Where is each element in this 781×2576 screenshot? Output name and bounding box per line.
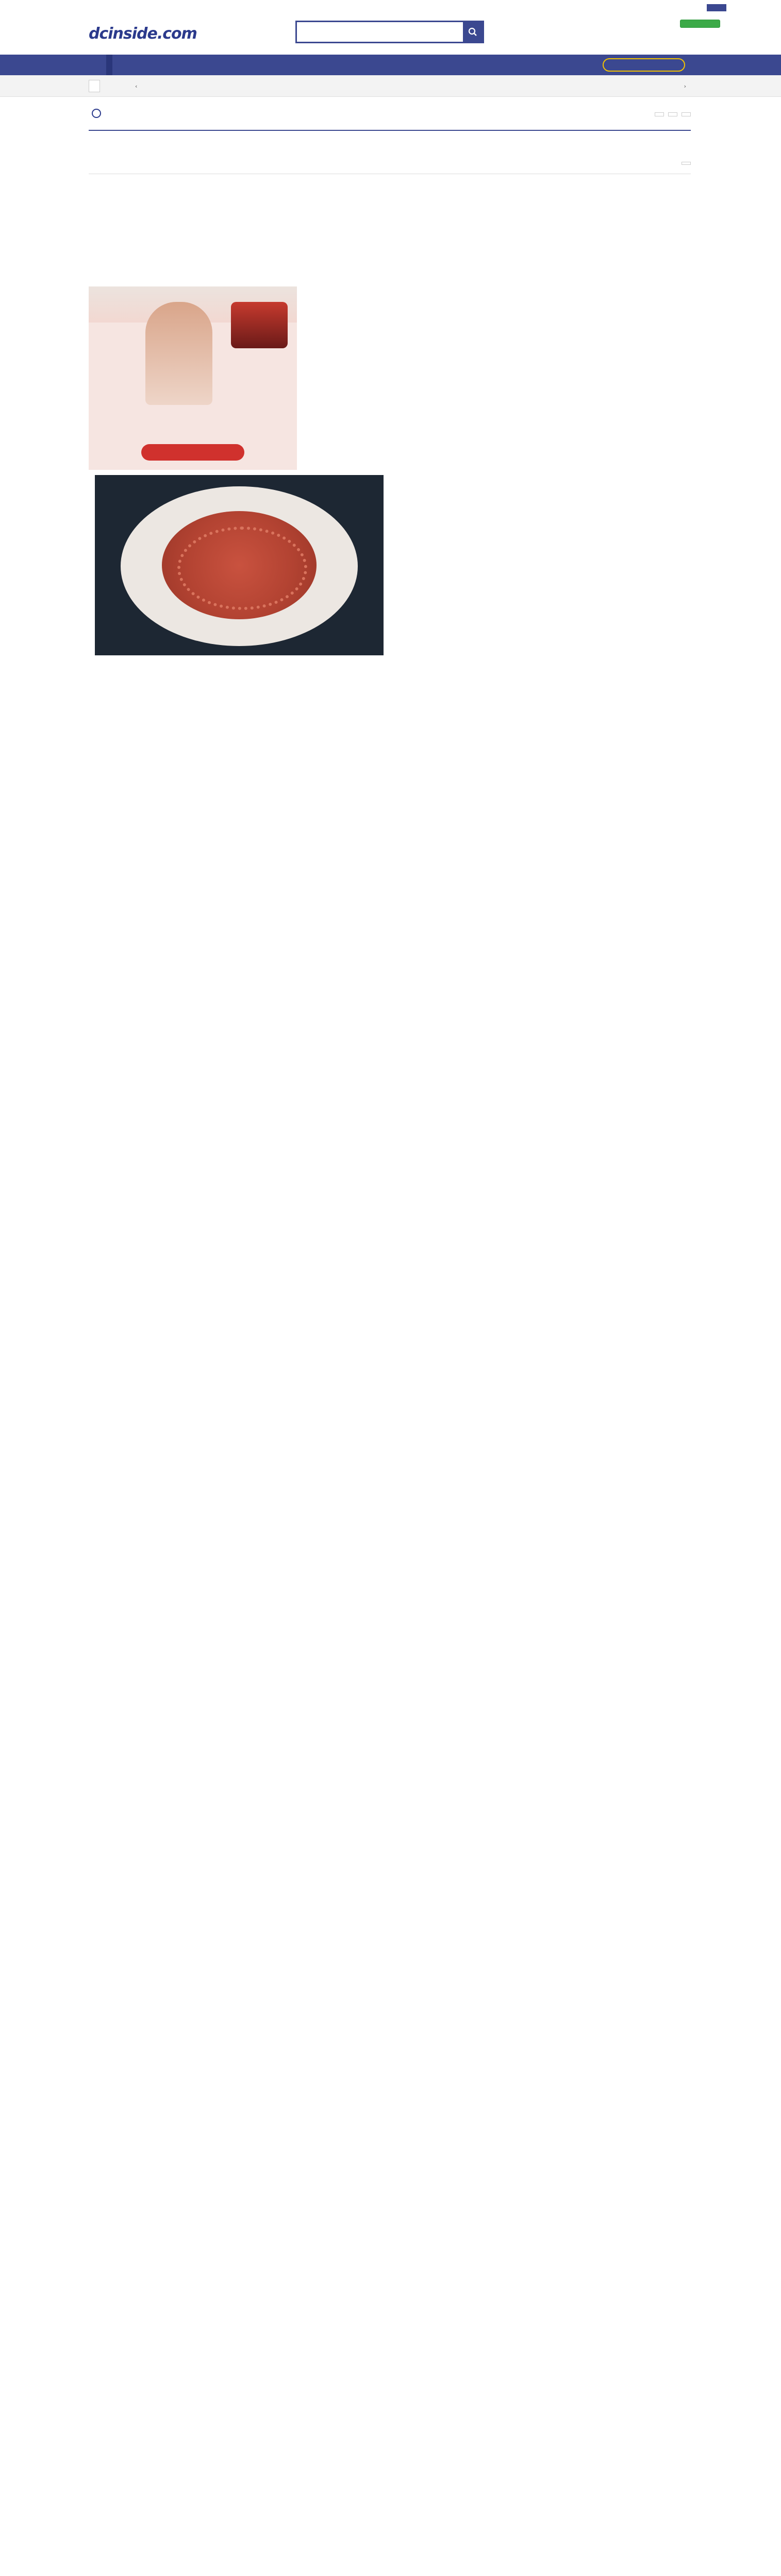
post-line — [89, 1053, 691, 1070]
post-line — [89, 1752, 691, 1768]
post-line — [89, 1119, 691, 1136]
post-line — [89, 1251, 691, 1267]
recent-visit-button[interactable] — [89, 80, 100, 92]
recent-visit-all[interactable] — [684, 80, 689, 92]
post-line — [89, 569, 691, 585]
post-line — [89, 1465, 691, 1482]
post-line — [89, 1818, 691, 1834]
chevron-right-icon: › — [684, 82, 686, 90]
gallery-title[interactable] — [89, 102, 691, 125]
post-line — [89, 1014, 691, 1030]
post-line — [89, 1890, 691, 1906]
post-body — [89, 569, 691, 2576]
post-line — [89, 2358, 691, 2374]
nav-item-minor-gallery[interactable] — [106, 55, 112, 75]
nav-item-dcconcert[interactable] — [176, 55, 182, 75]
post-line — [89, 1785, 691, 1801]
site-logo[interactable]: dcinside.com — [89, 25, 197, 43]
post-line — [89, 1152, 691, 1168]
post-line — [89, 1416, 691, 1432]
post-line — [89, 1136, 691, 1152]
nav-item-person[interactable] — [141, 55, 147, 75]
post-line — [89, 1432, 691, 1449]
post-line — [89, 2104, 691, 2121]
post-line — [89, 2176, 691, 2193]
post-line — [89, 2143, 691, 2160]
recent-visit-bar — [0, 75, 781, 97]
post-line — [89, 1366, 691, 1383]
post-line — [89, 1686, 691, 1702]
post-line — [89, 2038, 691, 2055]
site-header — [0, 15, 781, 55]
post-paragraph — [89, 2430, 691, 2512]
post-line — [89, 1939, 691, 1956]
post-line — [89, 931, 691, 948]
post-line — [89, 2209, 691, 2226]
post-line — [89, 1603, 691, 1620]
post-stats — [669, 162, 691, 165]
post-line — [89, 1317, 691, 1333]
post-line — [89, 1350, 691, 1366]
post-line — [89, 1333, 691, 1350]
post-line — [89, 2568, 691, 2576]
post-line — [89, 1449, 691, 1465]
post-line — [89, 1801, 691, 1818]
post-line — [89, 1906, 691, 1923]
post-line — [89, 2005, 691, 2022]
post-line — [89, 1554, 691, 1570]
post-line — [89, 2391, 691, 2407]
post-line — [89, 1620, 691, 1636]
post-line — [89, 1234, 691, 1251]
post-line — [89, 1735, 691, 1752]
post-paragraph — [89, 1873, 691, 2121]
post-line — [89, 1300, 691, 1317]
ad-banner[interactable] — [89, 286, 297, 470]
post-line — [89, 899, 691, 915]
post-paragraph — [89, 569, 691, 1030]
post-line — [89, 1587, 691, 1603]
gallery-options — [655, 112, 691, 116]
post-line — [89, 1653, 691, 1669]
post-line — [89, 833, 691, 849]
post-line — [89, 2055, 691, 2071]
post-line — [89, 1570, 691, 1587]
post-line — [89, 1719, 691, 1735]
visit-gallery-button[interactable] — [603, 58, 685, 72]
post-line — [89, 1103, 691, 1119]
post-line — [89, 2463, 691, 2479]
post-line — [89, 2071, 691, 2088]
post-line — [89, 734, 691, 750]
post-line — [89, 800, 691, 816]
post-line — [89, 2341, 691, 2358]
post-line — [89, 2496, 691, 2512]
ad-model-image — [145, 302, 212, 405]
post-line — [89, 701, 691, 717]
post-line — [89, 915, 691, 931]
post-paragraph — [89, 2143, 691, 2407]
post-line — [89, 2160, 691, 2176]
post-line — [89, 882, 691, 899]
post-paragraph — [89, 1521, 691, 1851]
post-paragraph — [89, 1053, 691, 1498]
post-header — [89, 131, 691, 174]
post-line — [89, 1636, 691, 1653]
post-line — [89, 964, 691, 981]
main-nav — [0, 55, 781, 75]
post-line — [89, 2193, 691, 2209]
post-line — [89, 1873, 691, 1890]
content — [89, 102, 691, 174]
search-input[interactable] — [297, 22, 463, 42]
post-line — [89, 2088, 691, 2104]
post-line — [89, 1086, 691, 1103]
post-line — [89, 1972, 691, 1989]
post-line — [89, 717, 691, 734]
post-line — [89, 1923, 691, 1939]
post-line — [89, 948, 691, 964]
post-line — [89, 2259, 691, 2275]
post-line — [89, 585, 691, 602]
ad-cta-button[interactable] — [141, 444, 244, 461]
verified-icon — [92, 109, 101, 118]
post-line — [89, 1185, 691, 1201]
post-line — [89, 1218, 691, 1234]
post-line — [89, 1070, 691, 1086]
post-line — [89, 1989, 691, 2005]
post-line — [89, 1521, 691, 1537]
post-line — [89, 651, 691, 668]
post-line — [89, 668, 691, 684]
post-line — [89, 783, 691, 800]
post-line — [89, 1482, 691, 1498]
post-line — [89, 866, 691, 882]
nav-item-gallery[interactable] — [89, 55, 95, 75]
post-line — [89, 2308, 691, 2325]
post-line — [89, 1168, 691, 1185]
ad-game-logo — [231, 302, 288, 348]
post-line — [89, 2551, 691, 2568]
post-line — [89, 2374, 691, 2391]
post-line — [89, 618, 691, 635]
post-line — [89, 1702, 691, 1719]
post-line — [89, 750, 691, 767]
post-line — [89, 1383, 691, 1399]
post-line — [89, 981, 691, 997]
chevron-left-icon[interactable]: ‹ — [135, 82, 138, 90]
post-line — [89, 1834, 691, 1851]
post-line — [89, 997, 691, 1014]
post-line — [89, 1768, 691, 1785]
post-line — [89, 1399, 691, 1416]
post-comments[interactable] — [682, 162, 691, 165]
post-line — [89, 2022, 691, 2038]
post-line — [89, 816, 691, 833]
gallery-option[interactable] — [682, 112, 691, 116]
search-button[interactable] — [463, 22, 483, 42]
post-line — [89, 2535, 691, 2551]
nav-item-mini-gallery[interactable] — [124, 55, 130, 75]
login-button[interactable] — [707, 4, 726, 11]
post-line — [89, 849, 691, 866]
post-line — [89, 2292, 691, 2308]
post-line — [89, 2226, 691, 2242]
post-line — [89, 1267, 691, 1284]
nav-item-news[interactable] — [159, 55, 165, 75]
post-line — [89, 2325, 691, 2341]
post-line — [89, 602, 691, 618]
post-line — [89, 2242, 691, 2259]
post-line — [89, 1669, 691, 1686]
gallery-option[interactable] — [668, 112, 677, 116]
post-line — [89, 1284, 691, 1300]
post-line — [89, 2275, 691, 2292]
post-paragraph — [89, 2535, 691, 2576]
post-line — [89, 684, 691, 701]
post-line — [89, 1201, 691, 1218]
search-icon — [468, 27, 477, 37]
gallery-option[interactable] — [655, 112, 664, 116]
post-line — [89, 767, 691, 783]
post-line — [89, 1537, 691, 1554]
post-line — [89, 2479, 691, 2496]
search-box — [295, 21, 484, 43]
recent-visit-list — [135, 80, 140, 92]
post-line — [89, 2446, 691, 2463]
post-line — [89, 635, 691, 651]
post-line — [89, 1956, 691, 1972]
post-line — [89, 2430, 691, 2446]
